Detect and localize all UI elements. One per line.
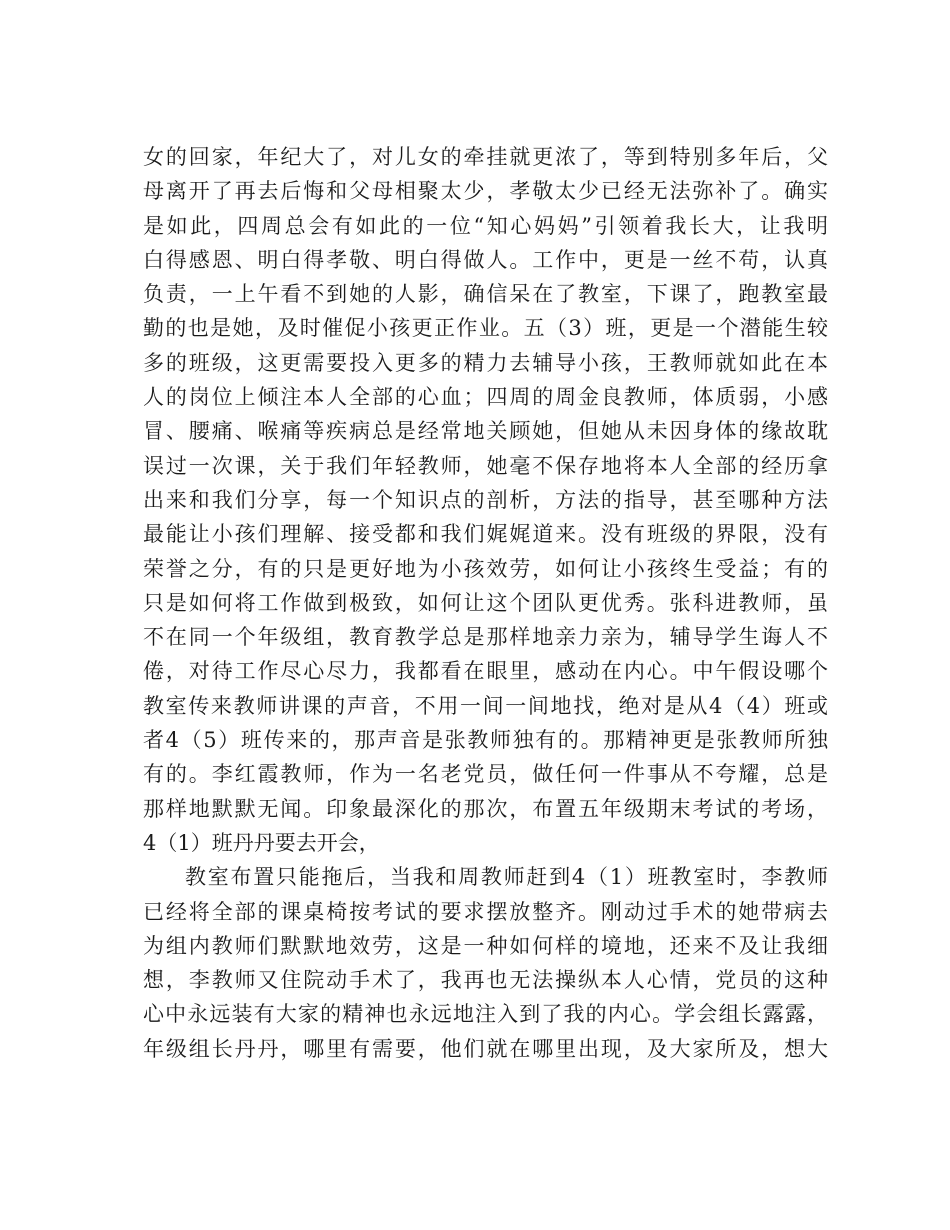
text-line: 负责，一上午看不到她的人影，确信呆在了教室，下课了，跑教室最 [143, 282, 828, 307]
text-line: 那样地默默无闻。印象最深化的那次，布置五年级期末考试的考场， [143, 796, 828, 821]
text-line: 为组内教师们默默地效劳，这是一种如何样的境地，还来不及让我细 [143, 933, 828, 958]
text-line: 想，李教师又住院动手术了，我再也无法操纵本人心情，党员的这种 [143, 968, 828, 993]
text-line: 荣誉之分，有的只是更好地为小孩效劳，如何让小孩终生受益；有的 [143, 556, 828, 581]
text-line: 不在同一个年级组，教育教学总是那样地亲力亲为，辅导学生诲人不 [143, 625, 828, 650]
text-line: 年级组长丹丹，哪里有需要，他们就在哪里出现，及大家所及，想大 [143, 1036, 828, 1061]
text-line: 冒、腰痛、喉痛等疾病总是经常地关顾她，但她从未因身体的缘故耽 [143, 419, 828, 444]
text-line: 最能让小孩们理解、接受都和我们娓娓道来。没有班级的界限，没有 [143, 522, 828, 547]
text-line: 有的。李红霞教师，作为一名老党员，做任何一件事从不夸耀，总是 [143, 762, 828, 787]
paragraph-first-line: 教室布置只能拖后，当我和周教师赶到4（1）班教室时，李教师 [185, 865, 828, 890]
text-line: 教室传来教师讲课的声音，不用一间一间地找，绝对是从4（4）班或 [143, 693, 828, 718]
text-line: 勤的也是她，及时催促小孩更正作业。五（3）班，更是一个潜能生较 [143, 316, 828, 341]
text-line: 人的岗位上倾注本人全部的心血；四周的周金良教师，体质弱，小感 [143, 385, 828, 410]
text-line: 是如此，四周总会有如此的一位“知心妈妈”引领着我长大，让我明 [143, 213, 828, 238]
text-line: 只是如何将工作做到极致，如何让这个团队更优秀。张科进教师，虽 [143, 590, 828, 615]
text-line: 已经将全部的课桌椅按考试的要求摆放整齐。刚动过手术的她带病去 [143, 899, 828, 924]
text-line: 4（1）班丹丹要去开会， [143, 830, 380, 855]
text-line: 女的回家，年纪大了，对儿女的牵挂就更浓了，等到特别多年后，父 [143, 145, 828, 169]
body-text [143, 140, 828, 1066]
text-line: 出来和我们分享，每一个知识点的剖析，方法的指导，甚至哪种方法 [143, 487, 828, 512]
text-line: 误过一次课，关于我们年轻教师，她毫不保存地将本人全部的经历拿 [143, 453, 828, 478]
text-line: 多的班级，这更需要投入更多的精力去辅导小孩，王教师就如此在本 [143, 350, 828, 375]
text-line: 心中永远装有大家的精神也永远地注入到了我的内心。学会组长露露， [143, 1002, 828, 1027]
text-line: 者4（5）班传来的，那声音是张教师独有的。那精神更是张教师所独 [143, 728, 828, 753]
text-line: 母离开了再去后悔和父母相聚太少，孝敬太少已经无法弥补了。确实 [143, 179, 828, 204]
text-line: 白得感恩、明白得孝敬、明白得做人。工作中，更是一丝不苟，认真 [143, 247, 828, 272]
text-line: 倦，对待工作尽心尽力，我都看在眼里，感动在内心。中午假设哪个 [143, 659, 828, 684]
